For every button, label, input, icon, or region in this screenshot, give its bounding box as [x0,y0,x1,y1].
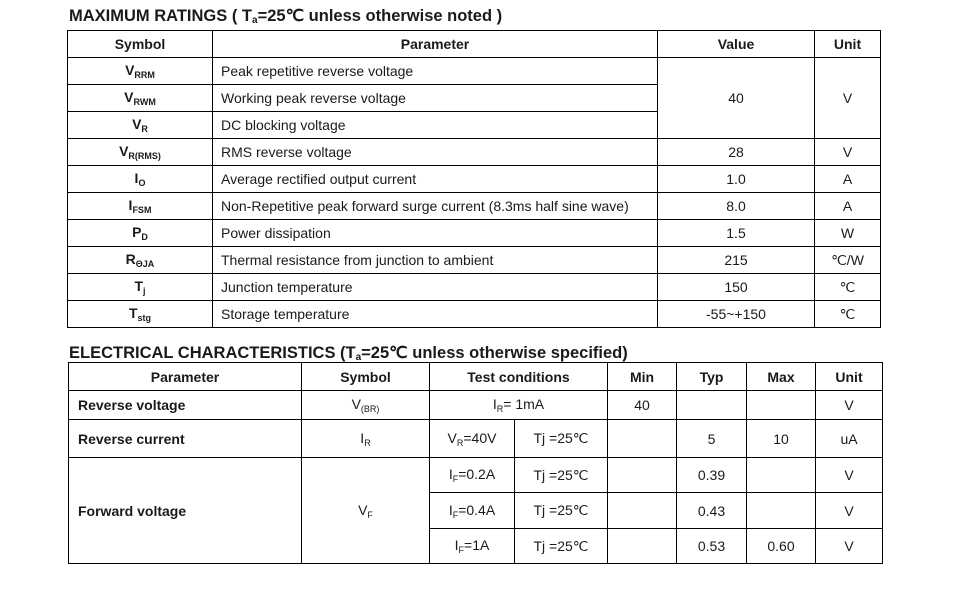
value-cell: 150 [658,274,815,301]
parameter-cell: Forward voltage [69,458,302,564]
table-header-row [68,31,881,58]
symbol-cell: $V_F$ [302,458,430,564]
parameter-cell: Storage temperature [213,301,658,328]
parameter-cell: Reverse voltage [69,391,302,420]
value-cell: 1.5 [658,220,815,247]
header-symbol: Symbol [302,363,430,391]
min-cell [608,420,677,458]
table-row [69,391,883,420]
test-condition-cell: $V_R=40V$ [430,420,515,458]
unit-cell: A [815,193,881,220]
unit-cell: A [815,166,881,193]
unit-cell: ℃ [815,274,881,301]
table-row [68,139,881,166]
header-value: Value [658,31,815,58]
header-max: Max [747,363,816,391]
min-cell [608,529,677,564]
symbol-cell: $T_{stg}$ [68,301,213,328]
parameter-cell: RMS reverse voltage [213,139,658,166]
max-ratings-title: MAXIMUM RATINGS ( $T_a=25℃$ unless otherwise noted ) [69,7,503,26]
parameter-cell: Average rectified output current [213,166,658,193]
max-cell [747,458,816,493]
unit-cell: V [815,139,881,166]
parameter-cell: Non-Repetitive peak forward surge current (8.3ms half sine wave) [213,193,658,220]
table-row [68,247,881,274]
parameter-cell: Peak repetitive reverse voltage [213,58,658,85]
value-cell: 215 [658,247,815,274]
value-cell: 28 [658,139,815,166]
symbol-cell: $V_{RRM}$ [68,58,213,85]
header-parameter: Parameter [213,31,658,58]
symbol-cell: $P_D$ [68,220,213,247]
header-parameter: Parameter [69,363,302,391]
parameter-cell: Junction temperature [213,274,658,301]
unit-cell: W [815,220,881,247]
merged-unit-cell: V [815,58,881,139]
unit-cell: V [816,458,883,493]
header-unit: Unit [816,363,883,391]
symbol-cell: $T_j$ [68,274,213,301]
symbol-cell: $I_R$ [302,420,430,458]
symbol-cell: $R_{\Theta JA}$ [68,247,213,274]
table-header-row [69,363,883,391]
table-row [68,166,881,193]
unit-cell: ℃/W [815,247,881,274]
temperature-condition-cell: Tj =25℃ [515,458,608,493]
table-row [68,220,881,247]
parameter-cell: Thermal resistance from junction to ambient [213,247,658,274]
test-condition-cell: $I_F=0.2A$ [430,458,515,493]
max-cell: 0.60 [747,529,816,564]
test-condition-cell: $I_F=1A$ [430,529,515,564]
max-cell: 10 [747,420,816,458]
typ-cell [677,391,747,420]
typ-cell: 5 [677,420,747,458]
merged-value-cell: 40 [658,58,815,139]
unit-cell: uA [816,420,883,458]
value-cell: 8.0 [658,193,815,220]
symbol-cell: $V_R$ [68,112,213,139]
max-ratings-table [67,30,881,328]
header-unit: Unit [815,31,881,58]
temperature-condition-cell: Tj =25℃ [515,493,608,529]
typ-cell: 0.39 [677,458,747,493]
header-typ: Typ [677,363,747,391]
typ-cell: 0.53 [677,529,747,564]
typ-cell: 0.43 [677,493,747,529]
unit-cell: ℃ [815,301,881,328]
table-row [69,458,883,493]
header-symbol: Symbol [68,31,213,58]
min-cell [608,493,677,529]
table-row [69,420,883,458]
symbol-cell: $V_{(BR)}$ [302,391,430,420]
min-cell [608,458,677,493]
table-row [68,58,881,85]
temperature-condition-cell: Tj =25℃ [515,529,608,564]
parameter-cell: DC blocking voltage [213,112,658,139]
symbol-cell: $I_{FSM}$ [68,193,213,220]
header-min: Min [608,363,677,391]
unit-cell: V [816,529,883,564]
table-row [68,193,881,220]
electrical-characteristics-title: ELECTRICAL CHARACTERISTICS ($T_a=25℃$ unless otherwise specified) [69,344,628,363]
max-cell [747,493,816,529]
header-test-conditions: Test conditions [430,363,608,391]
symbol-cell: $V_{R(RMS)}$ [68,139,213,166]
parameter-cell: Reverse current [69,420,302,458]
table-row [68,274,881,301]
value-cell: 1.0 [658,166,815,193]
max-cell [747,391,816,420]
value-cell: -55~+150 [658,301,815,328]
symbol-cell: $I_O$ [68,166,213,193]
test-condition-cell: $I_F=0.4A$ [430,493,515,529]
symbol-cell: $V_{RWM}$ [68,85,213,112]
electrical-characteristics-table [68,362,883,564]
unit-cell: V [816,391,883,420]
table-row [68,301,881,328]
parameter-cell: Working peak reverse voltage [213,85,658,112]
test-condition-cell: $I_R= 1mA$ [430,391,608,420]
temperature-condition-cell: Tj =25℃ [515,420,608,458]
parameter-cell: Power dissipation [213,220,658,247]
unit-cell: V [816,493,883,529]
min-cell: 40 [608,391,677,420]
